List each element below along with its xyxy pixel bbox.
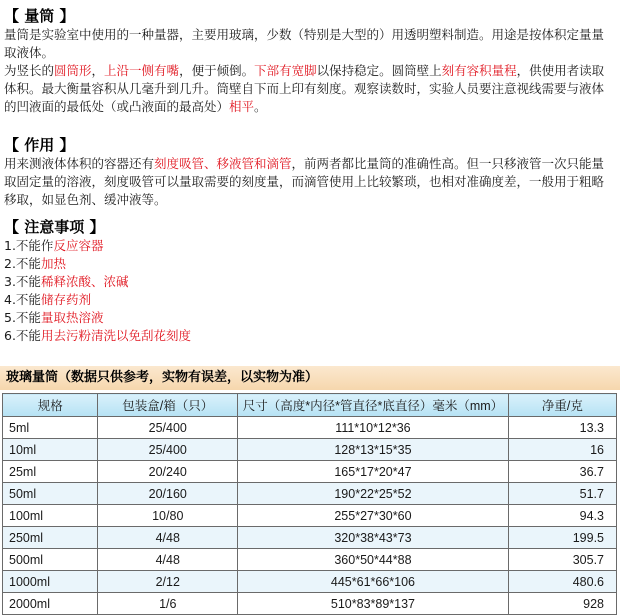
table-cell: 4/48 — [98, 549, 238, 571]
text-span: 以保持稳定。圆筒壁上 — [316, 63, 442, 78]
table-body — [3, 417, 617, 615]
precaution-item — [0, 309, 620, 327]
table-cell: 360*50*44*88 — [238, 549, 509, 571]
text-span: 用来测液体体积的容器还有 — [4, 156, 155, 171]
table-cell: 36.7 — [508, 461, 616, 483]
precautions-list — [0, 237, 620, 345]
table-row — [3, 527, 617, 549]
table-cell: 100ml — [3, 505, 98, 527]
precaution-item — [0, 327, 620, 345]
table-row — [3, 505, 617, 527]
precaution-item — [0, 291, 620, 309]
table-cell: 1000ml — [3, 571, 98, 593]
precaution-item — [0, 273, 620, 291]
section-title-usage: 【 作用 】 — [4, 136, 75, 154]
table-cell: 10/80 — [98, 505, 238, 527]
table-row — [3, 483, 617, 505]
precaution-highlight: 用去污粉清洗以免刮花刻度 — [40, 328, 191, 343]
column-header: 规格 — [3, 394, 98, 417]
table-row — [3, 593, 617, 615]
highlight-text: 刻度吸管、移液管和滴管 — [154, 156, 292, 171]
table-cell: 51.7 — [508, 483, 616, 505]
usage-paragraph — [0, 155, 620, 209]
precaution-prefix: 4.不能 — [4, 292, 41, 307]
text-span: 为竖长的 — [4, 63, 55, 78]
table-cell: 190*22*25*52 — [238, 483, 509, 505]
text-span: ， — [91, 63, 105, 78]
table-cell: 25/400 — [98, 439, 238, 461]
table-cell: 10ml — [3, 439, 98, 461]
table-cell: 5ml — [3, 417, 98, 439]
section-title-precautions: 【 注意事项 】 — [4, 218, 105, 236]
column-header: 净重/克 — [508, 394, 616, 417]
table-cell: 20/160 — [98, 483, 238, 505]
column-header: 包装盒/箱（只） — [98, 394, 238, 417]
precaution-highlight: 稀释浓酸、浓碱 — [40, 274, 129, 289]
intro-paragraph: 量筒是实验室中使用的一种量器，主要用玻璃，少数（特别是大型的）用透明塑料制造。用途是按体积定量量取液体。 — [4, 27, 605, 60]
highlight-text: 圆筒形 — [54, 63, 92, 78]
table-cell: 16 — [508, 439, 616, 461]
table-cell: 13.3 — [508, 417, 616, 439]
table-cell: 320*38*43*73 — [238, 527, 509, 549]
table-cell: 20/240 — [98, 461, 238, 483]
table-cell: 25/400 — [98, 417, 238, 439]
table-cell: 2000ml — [3, 593, 98, 615]
table-cell: 128*13*15*35 — [238, 439, 509, 461]
section-measuring-cylinder — [0, 6, 620, 116]
text-span: 。 — [254, 99, 267, 114]
table-cell: 255*27*30*60 — [238, 505, 509, 527]
precaution-prefix: 5.不能 — [4, 310, 41, 325]
table-cell: 199.5 — [508, 527, 616, 549]
text-span: ，前两者都比量筒的准确性高。但一只移液管一次只能量取固定量的溶液，刻度吸管可以量取需要的刻度量，而滴管使用上比较繁琐，也相对准确度差，一般用于粗略移取，如显色剂、缓冲液等。 — [4, 156, 605, 207]
table-cell: 1/6 — [98, 593, 238, 615]
table-row — [3, 571, 617, 593]
table-cell: 305.7 — [508, 549, 616, 571]
table-cell: 25ml — [3, 461, 98, 483]
precaution-highlight: 加热 — [40, 256, 66, 271]
precaution-highlight: 量取热溶液 — [40, 310, 104, 325]
table-cell: 445*61*66*106 — [238, 571, 509, 593]
section-title-cylinder: 【 量筒 】 — [4, 7, 75, 25]
table-row — [3, 549, 617, 571]
precaution-prefix: 1.不能作 — [4, 238, 54, 253]
table-cell: 94.3 — [508, 505, 616, 527]
highlight-text: 相平 — [229, 99, 255, 114]
column-header: 尺寸（高度*内径*管直径*底直径）毫米（mm） — [238, 394, 509, 417]
table-cell: 500ml — [3, 549, 98, 571]
precaution-highlight: 反应容器 — [53, 238, 104, 253]
text-span: ，供使用者读取体积。最大衡量容积从几毫升到几升。筒壁自下而上印有刻度。观察读数时，实验人员要注意视线需要与液体的凹液面的最低处（或凸液面的最高处） — [4, 63, 605, 114]
table-row — [3, 461, 617, 483]
section-usage — [0, 135, 620, 209]
section-precautions — [0, 217, 620, 345]
precaution-highlight: 储存药剂 — [40, 292, 91, 307]
precaution-prefix: 3.不能 — [4, 274, 41, 289]
table-caption: 玻璃量筒（数据只供参考，实物有误差，以实物为准） — [6, 370, 319, 385]
highlight-text: 刻有容积量程 — [441, 63, 517, 78]
table-cell: 250ml — [3, 527, 98, 549]
text-span: ，便于倾倒。 — [179, 63, 255, 78]
table-row — [3, 417, 617, 439]
table-row — [3, 439, 617, 461]
highlight-text: 上沿一侧有嘴 — [104, 63, 180, 78]
precaution-item — [0, 255, 620, 273]
spec-table — [2, 393, 617, 615]
table-cell: 4/48 — [98, 527, 238, 549]
precaution-prefix: 6.不能 — [4, 328, 41, 343]
highlight-text: 下部有宽脚 — [254, 63, 317, 78]
table-header-row — [3, 394, 617, 417]
table-cell: 2/12 — [98, 571, 238, 593]
shape-paragraph — [0, 62, 620, 116]
precaution-prefix: 2.不能 — [4, 256, 41, 271]
table-cell: 165*17*20*47 — [238, 461, 509, 483]
table-cell: 50ml — [3, 483, 98, 505]
table-cell: 480.6 — [508, 571, 616, 593]
table-cell: 111*10*12*36 — [238, 417, 509, 439]
table-cell: 928 — [508, 593, 616, 615]
precaution-item — [0, 237, 620, 255]
table-cell: 510*83*89*137 — [238, 593, 509, 615]
table-caption-banner — [0, 366, 620, 390]
